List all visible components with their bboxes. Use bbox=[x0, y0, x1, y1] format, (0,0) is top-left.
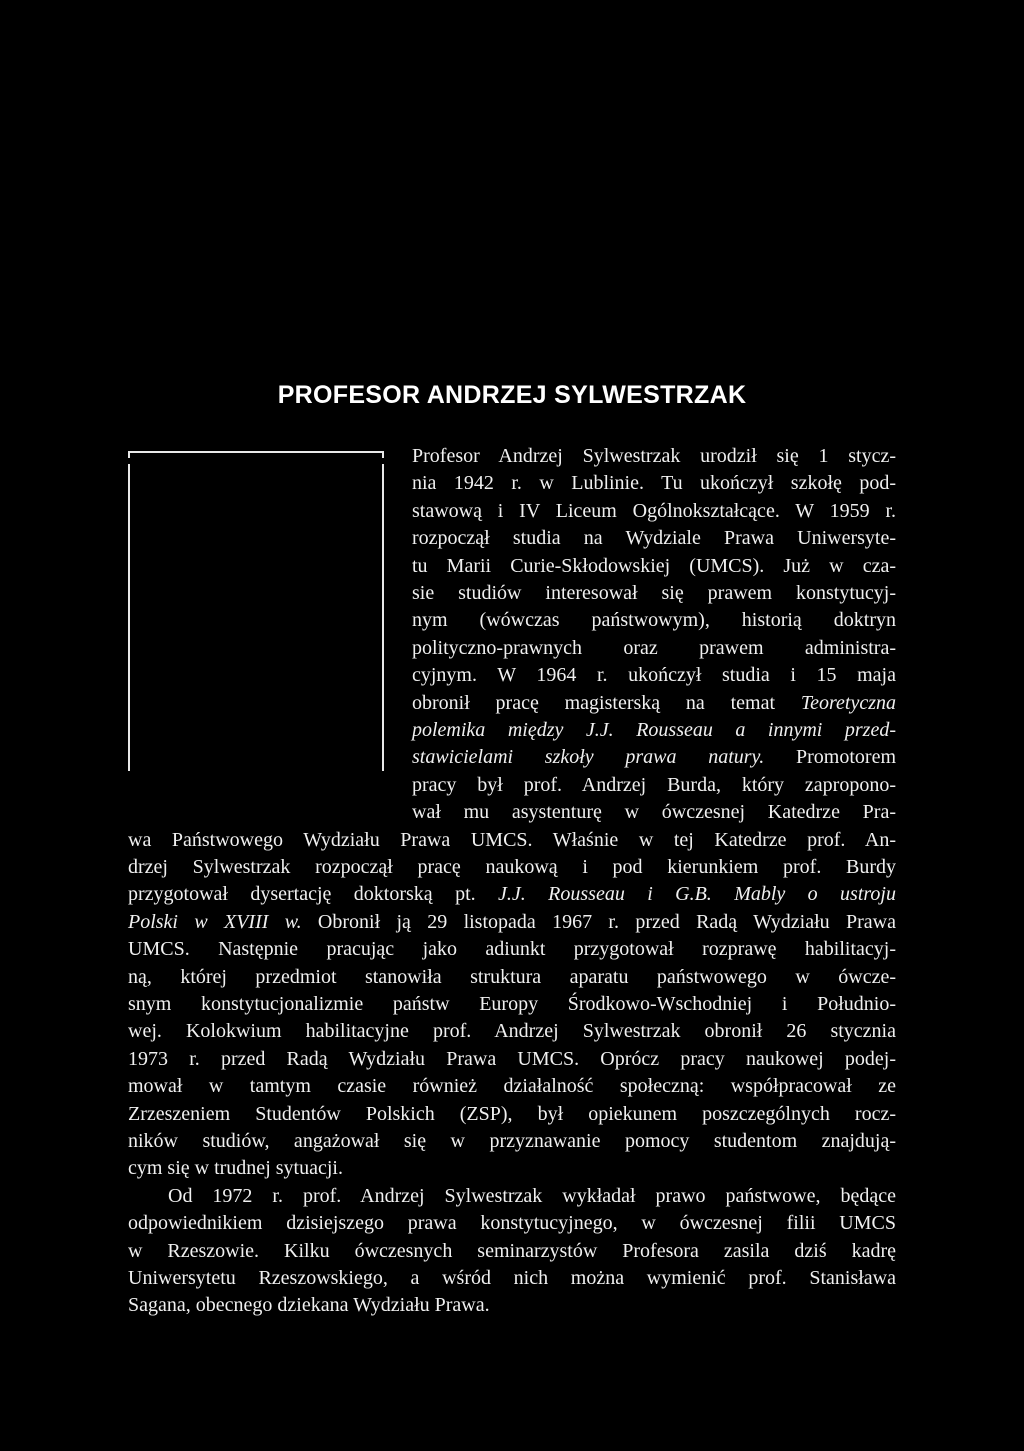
text-line bbox=[128, 1101, 896, 1128]
body-text: Promotorem bbox=[764, 746, 896, 769]
body-text: cyjnym. W 1964 r. ukończył studia i 15 maja bbox=[412, 664, 896, 687]
page-title: PROFESOR ANDRZEJ SYLWESTRZAK bbox=[277, 381, 747, 409]
text-line bbox=[412, 607, 896, 634]
text-line bbox=[412, 498, 896, 525]
italic-title-text: J.J. Rousseau i G.B. Mably o ustroju bbox=[498, 883, 896, 906]
italic-title-text: polemika między J.J. Rousseau a innymi przed- bbox=[412, 719, 896, 741]
body-text: 1973 r. przed Radą Wydziału Prawa UMCS. Oprócz pracy naukowej podej- bbox=[128, 1047, 896, 1070]
text-line bbox=[128, 1155, 896, 1182]
text-line bbox=[412, 690, 896, 717]
text-line bbox=[128, 1128, 896, 1155]
text-line bbox=[128, 1073, 896, 1100]
italic-title-text: Teoretyczna bbox=[800, 691, 896, 714]
text-line bbox=[128, 1018, 896, 1045]
body-text: Sagana, obecnego dziekana Wydziału Prawa. bbox=[128, 1294, 490, 1317]
body-text: rozpoczął studia na Wydziale Prawa Uniwersyte- bbox=[412, 527, 896, 550]
text-line bbox=[128, 1265, 896, 1292]
text-line bbox=[128, 881, 896, 908]
text-line bbox=[128, 964, 896, 991]
body-text: tu Marii Curie-Skłodowskiej (UMCS). Już w cza- bbox=[412, 554, 896, 577]
body-text: Profesor Andrzej Sylwestrzak urodził się 1 stycz- bbox=[412, 445, 896, 467]
body-text: UMCS. Następnie pracując jako adiunkt przygotował rozprawę habilitacyj- bbox=[128, 938, 896, 961]
italic-title-text: Polski w XVIII w. bbox=[128, 910, 302, 933]
body-text: drzej Sylwestrzak rozpoczął pracę naukową i pod kierunkiem prof. Burdy bbox=[128, 856, 896, 878]
body-text: polityczno-prawnych oraz prawem administra- bbox=[412, 636, 896, 659]
text-line bbox=[412, 470, 896, 497]
text-line bbox=[128, 854, 896, 881]
body-text: wał mu asystenturę w ówczesnej Katedrze Pra- bbox=[412, 801, 896, 824]
body-text: wa Państwowego Wydziału Prawa UMCS. Właśnie w tej Katedrze prof. An- bbox=[128, 828, 896, 851]
text-line bbox=[412, 772, 896, 799]
body-text: ną, której przedmiot stanowiła struktura aparatu państwowego w ówcze- bbox=[128, 965, 896, 988]
portrait-photo-frame bbox=[128, 451, 384, 771]
text-line bbox=[412, 580, 896, 607]
text-line bbox=[128, 1210, 896, 1237]
body-text: sie studiów interesował się prawem konstytucyj- bbox=[412, 582, 896, 604]
text-line bbox=[168, 1183, 896, 1210]
text-line bbox=[128, 827, 896, 854]
body-text: Uniwersytetu Rzeszowskiego, a wśród nich można wymienić prof. Stanisława bbox=[128, 1267, 896, 1289]
body-text: obronił pracę magisterską na temat bbox=[412, 691, 801, 714]
text-line bbox=[128, 1238, 896, 1265]
text-line bbox=[412, 799, 896, 826]
text-line bbox=[412, 443, 896, 470]
body-text: nia 1942 r. w Lublinie. Tu ukończył szkołę pod- bbox=[412, 472, 896, 495]
body-text: pracy był prof. Andrzej Burda, który zapropono- bbox=[412, 773, 896, 796]
text-line bbox=[412, 744, 896, 771]
body-text: Obronił ją 29 listopada 1967 r. przed Radą Wydziału Prawa bbox=[301, 910, 896, 933]
body-text: mował w tamtym czasie również działalność społeczną: współpracował ze bbox=[128, 1075, 896, 1098]
body-text: Od 1972 r. prof. Andrzej Sylwestrzak wykładał prawo państwowe, będące bbox=[168, 1184, 896, 1207]
body-text: Zrzeszeniem Studentów Polskich (ZSP), był opiekunem poszczególnych rocz- bbox=[128, 1102, 896, 1125]
body-text: odpowiednikiem dzisiejszego prawa konstytucyjnego, w ówczesnej filii UMCS bbox=[128, 1212, 896, 1235]
frame-gap-right bbox=[382, 458, 384, 464]
body-text: przygotował dysertację doktorską pt. bbox=[128, 883, 499, 906]
body-text: ników studiów, angażował się w przyznawanie pomocy studentom znajdują- bbox=[128, 1130, 896, 1152]
body-text: wej. Kolokwium habilitacyjne prof. Andrzej Sylwestrzak obronił 26 stycznia bbox=[128, 1020, 896, 1043]
text-line bbox=[128, 1046, 896, 1073]
italic-title-text: stawicielami szkoły prawa natury. bbox=[412, 746, 765, 769]
text-line bbox=[128, 909, 896, 936]
text-line bbox=[412, 525, 896, 552]
text-line bbox=[412, 717, 896, 744]
text-line bbox=[128, 1292, 896, 1319]
body-text: snym konstytucjonalizmie państw Europy Środkowo-Wschodniej i Południo- bbox=[128, 993, 896, 1015]
body-text: nym (wówczas państwowym), historią doktryn bbox=[412, 609, 896, 632]
text-line bbox=[128, 936, 896, 963]
body-text: stawową i IV Liceum Ogólnokształcące. W 1959 r. bbox=[412, 499, 896, 522]
frame-gap-left bbox=[128, 458, 130, 464]
text-line bbox=[412, 662, 896, 689]
text-line bbox=[128, 991, 896, 1018]
text-line bbox=[412, 553, 896, 580]
text-line bbox=[412, 635, 896, 662]
body-text: w Rzeszowie. Kilku ówczesnych seminarzystów Profesora zasila dziś kadrę bbox=[128, 1239, 896, 1262]
body-text: cym się w trudnej sytuacji. bbox=[128, 1157, 343, 1180]
